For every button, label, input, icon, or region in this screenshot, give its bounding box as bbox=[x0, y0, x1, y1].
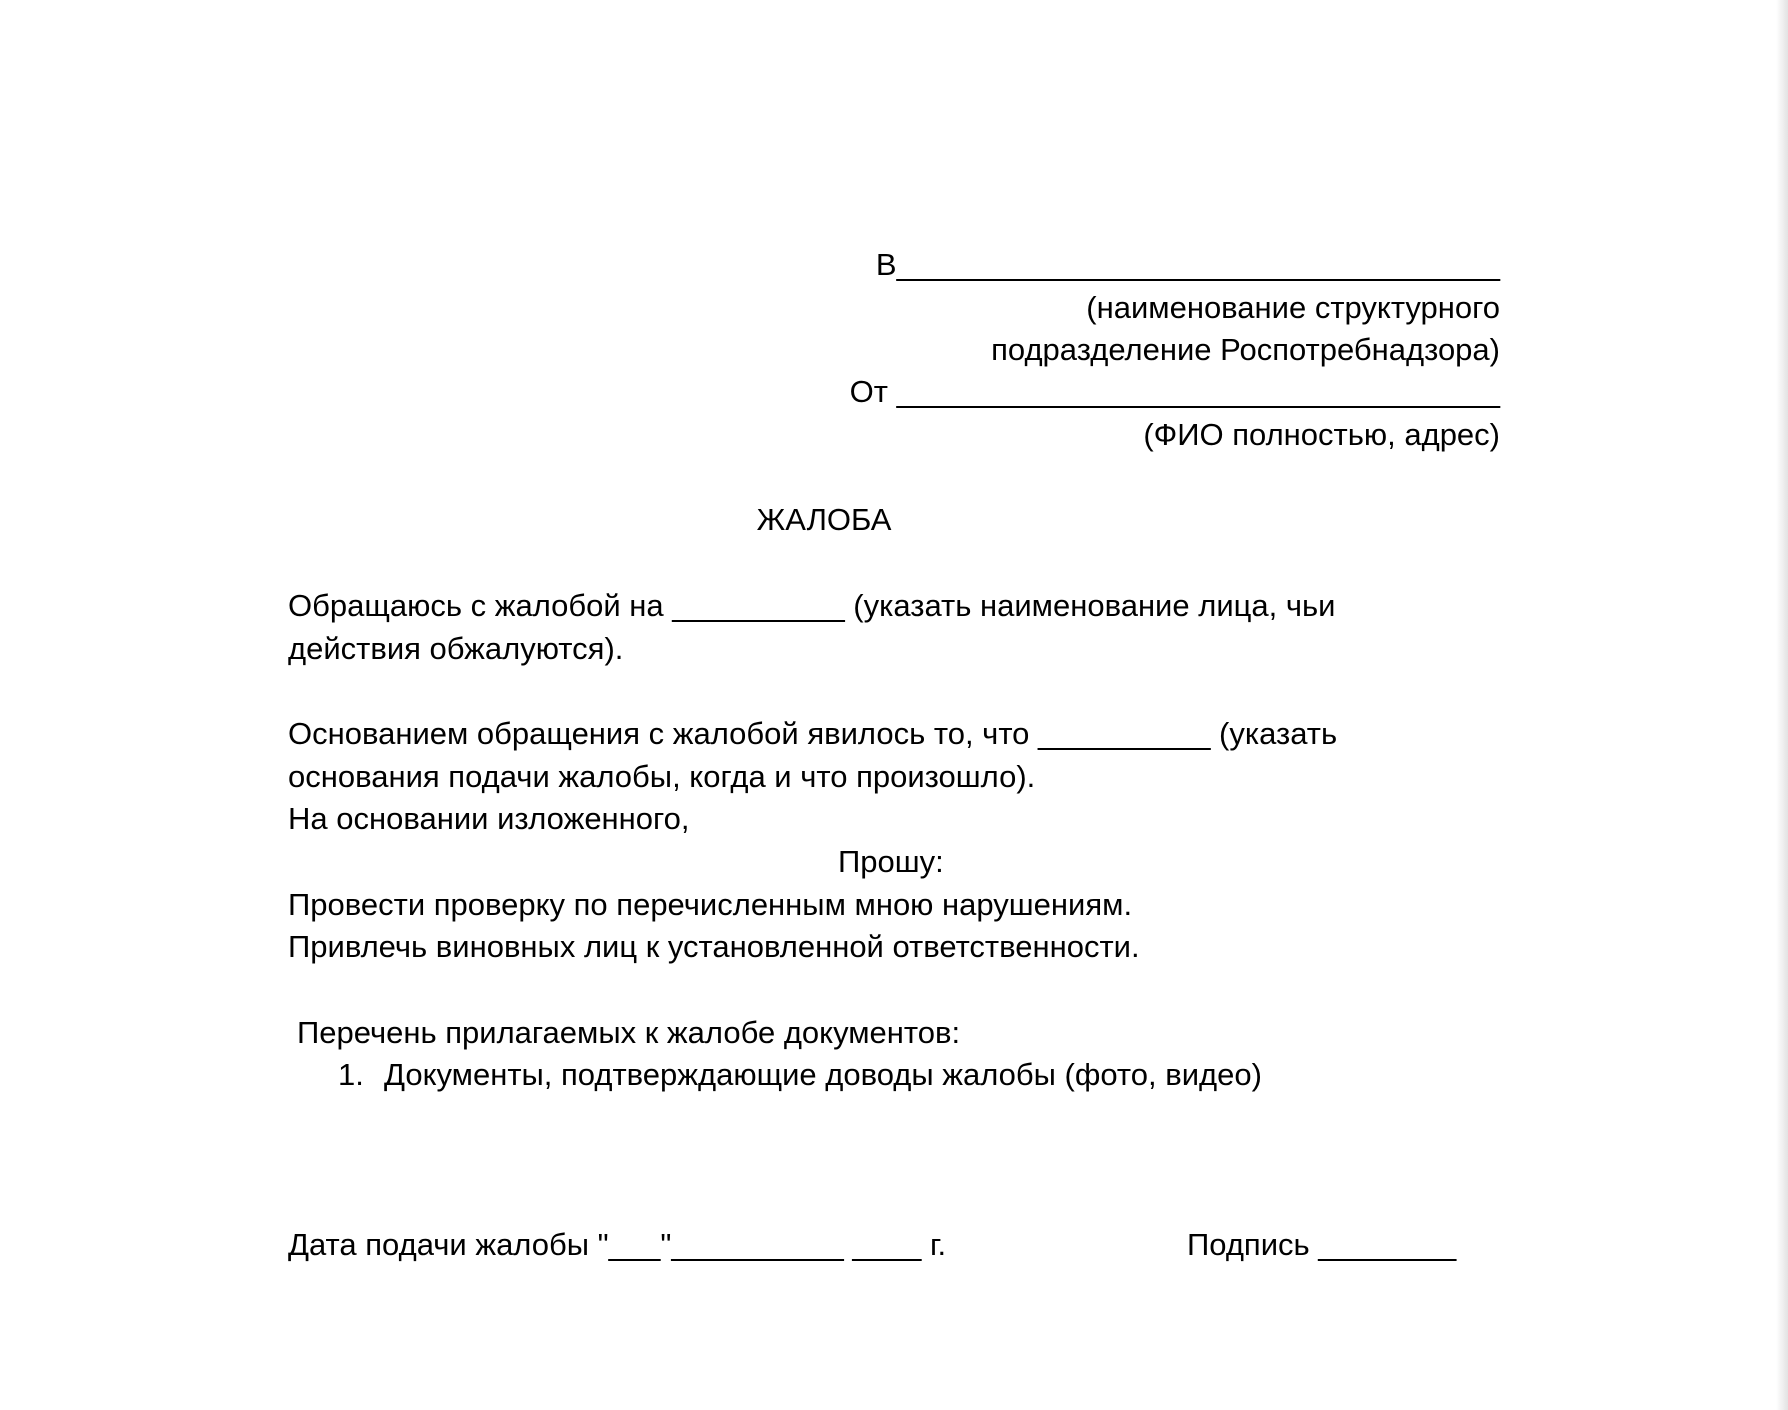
recipient-line: В___________________________________ bbox=[875, 247, 1500, 282]
request-heading: Прошу: bbox=[838, 844, 944, 879]
sender-hint: (ФИО полностью, адрес) bbox=[1143, 417, 1500, 452]
sender-line: От ___________________________________ bbox=[849, 374, 1500, 409]
request-item-2: Привлечь виновных лиц к установленной ответственности. bbox=[288, 929, 1140, 964]
page-edge-shadow bbox=[1776, 0, 1788, 1410]
complaint-grounds-line-1: Основанием обращения с жалобой явилось то, что __________ (указать bbox=[288, 716, 1338, 751]
recipient-hint-line-1: (наименование структурного bbox=[1086, 290, 1500, 325]
request-item-1: Провести проверку по перечисленным мною нарушениям. bbox=[288, 887, 1133, 922]
signature-line: Подпись ________ bbox=[1187, 1227, 1457, 1262]
attachment-item-number: 1. bbox=[338, 1057, 364, 1092]
submission-date-line: Дата подачи жалобы "___"__________ ____ г. bbox=[288, 1227, 947, 1262]
attachments-heading: Перечень прилагаемых к жалобе документов: bbox=[297, 1015, 961, 1050]
document-title: ЖАЛОБА bbox=[756, 502, 892, 537]
complaint-grounds-line-3: На основании изложенного, bbox=[288, 801, 690, 836]
complaint-grounds-line-2: основания подачи жалобы, когда и что произошло). bbox=[288, 759, 1036, 794]
recipient-hint-line-2: подразделение Роспотребнадзора) bbox=[991, 332, 1500, 367]
complaint-target-line-1: Обращаюсь с жалобой на __________ (указать наименование лица, чьи bbox=[288, 588, 1336, 623]
complaint-target-line-2: действия обжалуются). bbox=[288, 631, 624, 666]
attachment-item-text: Документы, подтверждающие доводы жалобы (фото, видео) bbox=[384, 1057, 1262, 1092]
